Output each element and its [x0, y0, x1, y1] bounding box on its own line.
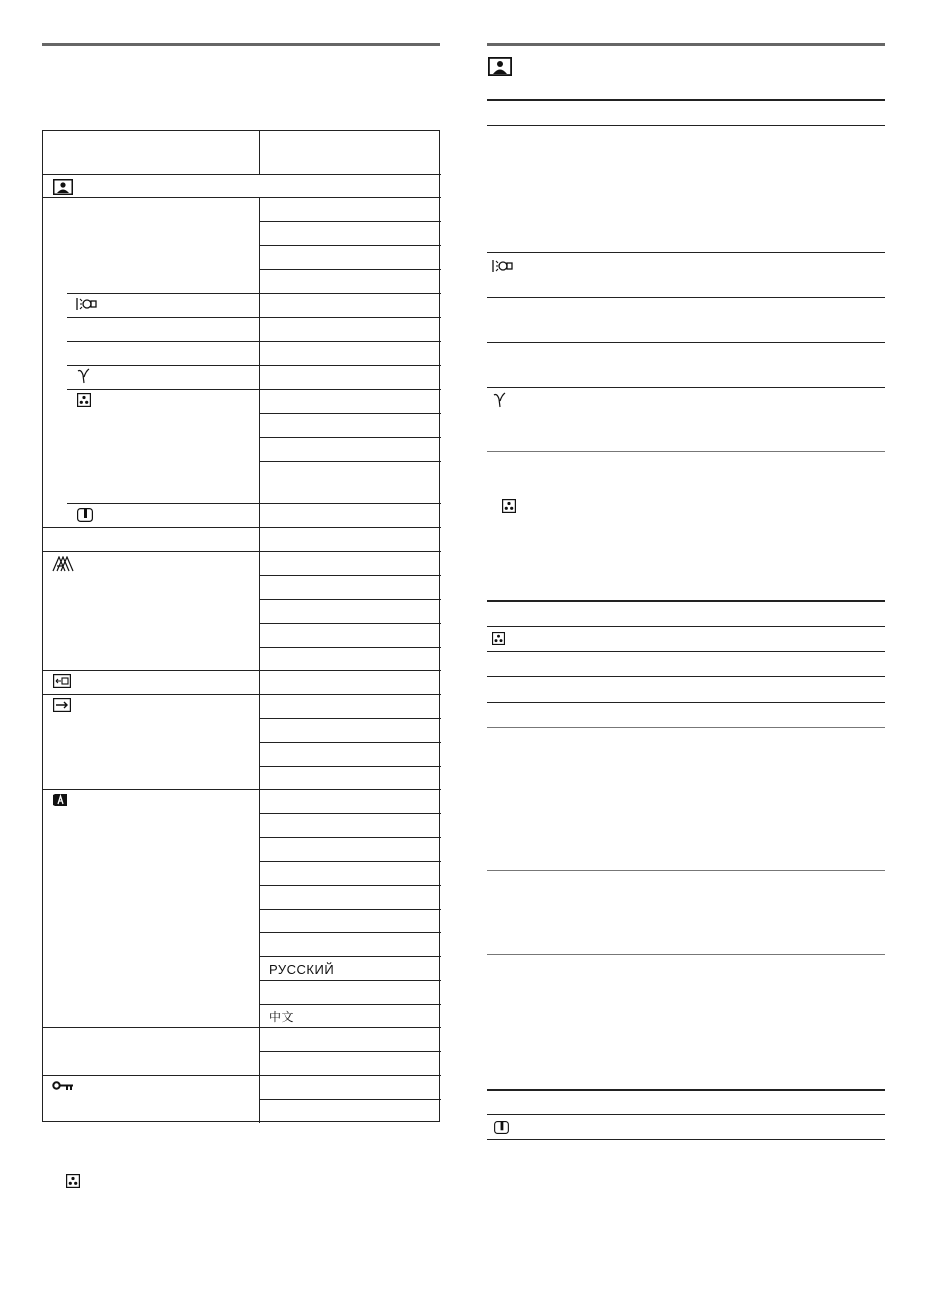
section-rule — [487, 870, 885, 871]
section-rule — [487, 1139, 885, 1140]
menu-table — [42, 130, 440, 1122]
section-rule — [487, 252, 885, 253]
contrast-backlight-icon — [492, 259, 516, 273]
color-temperature-icon — [492, 632, 505, 645]
language-icon — [52, 793, 68, 807]
center-icon — [53, 698, 71, 712]
section-rule — [487, 702, 885, 703]
picture-icon — [53, 179, 73, 195]
section-rule — [487, 651, 885, 652]
section-rule — [487, 600, 885, 602]
language-option-chinese: 中文 — [269, 1010, 295, 1024]
contrast-backlight-icon — [76, 297, 100, 311]
right-column-top-rule — [487, 43, 885, 46]
section-rule — [487, 297, 885, 298]
gamma-icon — [77, 368, 91, 384]
lock-icon — [52, 1081, 74, 1091]
section-rule — [487, 1114, 885, 1115]
sharpness-icon — [494, 1121, 509, 1134]
section-rule — [487, 342, 885, 343]
table-column-divider — [259, 197, 260, 1123]
color-temperature-icon — [502, 499, 516, 513]
auto-adjust-icon — [52, 556, 74, 572]
picture-icon — [488, 57, 512, 76]
section-rule — [487, 727, 885, 728]
gamma-icon — [493, 392, 507, 408]
section-rule — [487, 954, 885, 955]
section-rule — [487, 676, 885, 677]
color-temperature-icon — [77, 393, 91, 407]
section-rule — [487, 1089, 885, 1091]
section-rule — [487, 626, 885, 627]
section-rule — [487, 99, 885, 101]
table-column-divider — [259, 131, 260, 175]
color-temperature-icon — [66, 1174, 80, 1188]
section-rule — [487, 387, 885, 388]
section-rule — [487, 451, 885, 452]
size-icon — [53, 674, 71, 688]
section-rule — [487, 125, 885, 126]
sharpness-icon — [77, 508, 93, 522]
language-option-russian: РУССКИЙ — [269, 962, 335, 977]
left-column-top-rule — [42, 43, 440, 46]
